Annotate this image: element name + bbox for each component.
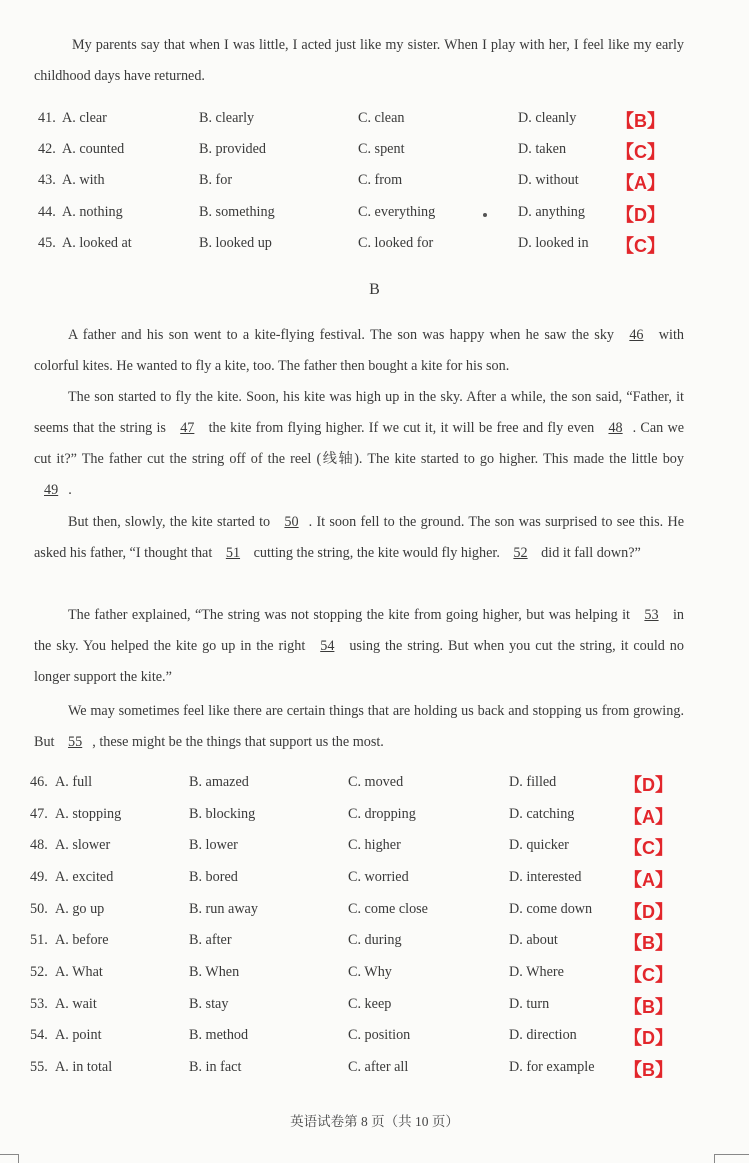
blank-50: 50 [284, 514, 299, 530]
option-c: C. come close [348, 901, 428, 917]
question-row [0, 901, 749, 925]
answer-key: 【C】 [624, 838, 673, 858]
question-row [0, 774, 749, 798]
paragraph-text: The son started to fly the kite. Soon, his kite was high up in the sky. After a while, the son said, “Father, it seems that the string is [34, 389, 684, 436]
paragraph-text: But then, slowly, the kite started to [68, 514, 271, 530]
question-number: 51. [30, 932, 48, 948]
option-b: B. When [189, 964, 240, 980]
question-row [0, 964, 749, 988]
question-number: 45. [38, 235, 56, 251]
answer-key: 【D】 [624, 902, 673, 922]
option-b: B. bored [189, 869, 238, 885]
option-b: B. looked up [199, 235, 272, 251]
option-d: D. turn [509, 996, 550, 1012]
page-footer: 英语试卷第 8 页（共 10 页） [290, 1114, 459, 1129]
blank-46: 46 [629, 327, 644, 343]
answer-key: 【D】 [624, 1028, 673, 1048]
option-c: C. keep [348, 996, 392, 1012]
option-d: D. catching [509, 806, 575, 822]
question-number: 43. [38, 172, 56, 188]
option-a: A. clear [62, 110, 107, 126]
paragraph-text: in the sky. You helped the kite go up in the right [34, 607, 685, 654]
question-number: 42. [38, 141, 56, 157]
answer-key: 【C】 [616, 236, 665, 256]
answer-key: 【D】 [616, 205, 665, 225]
question-row [0, 141, 749, 165]
paragraph-text: , these might be the things that support us the most. [92, 734, 384, 750]
question-row [0, 204, 749, 228]
passage-b-paragraph-1 [34, 320, 684, 382]
question-number: 47. [30, 806, 48, 822]
option-b: B. after [189, 932, 232, 948]
question-row [0, 172, 749, 196]
option-a: A. full [55, 774, 93, 790]
option-a: A. stopping [55, 806, 122, 822]
blank-48: 48 [608, 420, 623, 436]
question-row [0, 837, 749, 861]
answer-key: 【B】 [624, 933, 673, 953]
option-c: C. everything [358, 204, 436, 220]
passage-b-paragraph-3 [34, 507, 684, 569]
passage-b-paragraph-2 [34, 382, 684, 506]
paragraph-text: A father and his son went to a kite-flying festival. The son was happy when he saw the sky [68, 327, 615, 343]
paragraph-text: the kite from flying higher. If we cut it, it will be free and fly even [208, 420, 595, 436]
question-row [0, 932, 749, 956]
option-b: B. stay [189, 996, 229, 1012]
answer-key: 【B】 [624, 1060, 673, 1080]
option-c: C. after all [348, 1059, 409, 1075]
question-number: 41. [38, 110, 56, 126]
option-d: D. cleanly [518, 110, 577, 126]
option-a: A. What [55, 964, 103, 980]
option-c: C. higher [348, 837, 401, 853]
passage-a-ending [34, 30, 684, 92]
stray-dot [483, 213, 487, 217]
question-row [0, 869, 749, 893]
passage-b-paragraph-5 [34, 696, 684, 758]
question-number: 52. [30, 964, 48, 980]
option-b: B. blocking [189, 806, 256, 822]
question-row [0, 996, 749, 1020]
question-number: 50. [30, 901, 48, 917]
option-c: C. spent [358, 141, 405, 157]
blank-55: 55 [68, 734, 83, 750]
option-b: B. run away [189, 901, 258, 917]
option-d: D. for example [509, 1059, 595, 1075]
answer-key: 【A】 [624, 807, 673, 827]
option-a: A. before [55, 932, 109, 948]
option-d: D. without [518, 172, 579, 188]
option-d: D. looked in [518, 235, 589, 251]
option-a: A. excited [55, 869, 114, 885]
question-row [0, 1059, 749, 1083]
question-number: 46. [30, 774, 48, 790]
question-row [0, 1027, 749, 1051]
option-b: B. method [189, 1027, 249, 1043]
blank-47: 47 [180, 420, 195, 436]
answer-key: 【A】 [616, 173, 665, 193]
option-a: A. in total [55, 1059, 113, 1075]
option-d: D. anything [518, 204, 585, 220]
option-d: D. quicker [509, 837, 569, 853]
question-number: 55. [30, 1059, 48, 1075]
option-d: D. filled [509, 774, 557, 790]
blank-52: 52 [513, 545, 528, 561]
paragraph-text: The father explained, “The string was not stopping the kite from going higher, but was helping it [68, 607, 630, 623]
option-a: A. go up [55, 901, 105, 917]
paragraph-text: We may sometimes feel like there are certain things that are holding us back and stopping us from growing. But [34, 703, 684, 750]
answer-key: 【C】 [624, 965, 673, 985]
option-c: C. from [358, 172, 403, 188]
blank-54: 54 [320, 638, 335, 654]
option-b: B. something [199, 204, 275, 220]
answer-key: 【D】 [624, 775, 673, 795]
option-b: B. amazed [189, 774, 249, 790]
passage-b-paragraph-4 [34, 600, 684, 693]
option-c: C. looked for [358, 235, 434, 251]
paragraph-text: using the string. But when you cut the string, it could no longer support the kite.” [34, 638, 684, 685]
answer-key: 【A】 [624, 870, 673, 890]
option-a: A. slower [55, 837, 111, 853]
option-a: A. counted [62, 141, 125, 157]
option-d: D. interested [509, 869, 582, 885]
blank-53: 53 [644, 607, 659, 623]
blank-49: 49 [44, 482, 59, 498]
paragraph-text: with colorful kites. He wanted to fly a kite, too. The father then bought a kite for his son. [34, 327, 685, 374]
option-d: D. about [509, 932, 558, 948]
option-b: B. in fact [189, 1059, 242, 1075]
question-number: 53. [30, 996, 48, 1012]
option-c: C. moved [348, 774, 404, 790]
option-b: B. provided [199, 141, 266, 157]
question-number: 49. [30, 869, 48, 885]
paragraph-text: . [68, 482, 72, 498]
option-c: C. Why [348, 964, 392, 980]
option-c: C. dropping [348, 806, 416, 822]
option-b: B. lower [189, 837, 238, 853]
question-number: 44. [38, 204, 56, 220]
passage-a-text: My parents say that when I was little, I acted just like my sister. When I play with her, I feel like my early childhood days have returned. [34, 37, 684, 84]
blank-51: 51 [225, 545, 241, 561]
paragraph-text: did it fall down?” [541, 545, 641, 561]
section-b-title: B [369, 281, 380, 298]
option-a: A. point [55, 1027, 102, 1043]
option-a: A. nothing [62, 204, 123, 220]
question-row [0, 806, 749, 830]
paragraph-text: . Can we cut it?” The father cut the string off of the reel (线轴). The kite started to go higher. This made the little boy [34, 420, 685, 467]
option-c: C. clean [358, 110, 405, 126]
paragraph-text: cutting the string, the kite would fly higher. [253, 545, 500, 561]
option-a: A. with [62, 172, 105, 188]
option-b: B. for [199, 172, 233, 188]
option-d: D. come down [509, 901, 593, 917]
option-a: A. looked at [62, 235, 132, 251]
option-c: C. during [348, 932, 402, 948]
option-a: A. wait [55, 996, 97, 1012]
option-b: B. clearly [199, 110, 255, 126]
answer-key: 【B】 [624, 997, 673, 1017]
question-row [0, 235, 749, 259]
option-c: C. position [348, 1027, 411, 1043]
option-d: D. taken [518, 141, 567, 157]
question-row [0, 110, 749, 134]
question-number: 54. [30, 1027, 48, 1043]
question-number: 48. [30, 837, 48, 853]
answer-key: 【B】 [616, 111, 665, 131]
paragraph-text: . It soon fell to the ground. The son was surprised to see this. He asked his father, “I thought that [34, 514, 684, 561]
option-d: D. direction [509, 1027, 577, 1043]
option-c: C. worried [348, 869, 409, 885]
answer-key: 【C】 [616, 142, 665, 162]
option-d: D. Where [509, 964, 564, 980]
